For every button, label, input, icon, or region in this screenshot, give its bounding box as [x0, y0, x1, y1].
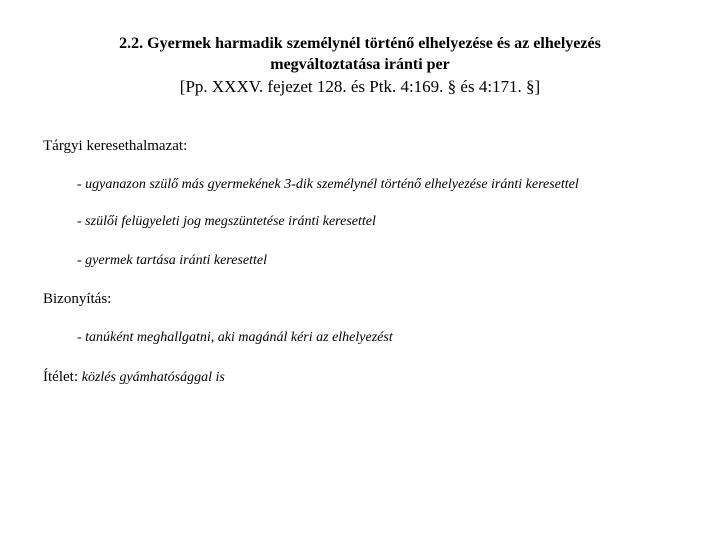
- verdict-value: közlés gyámhatósággal is: [81, 370, 225, 385]
- evidence-heading: Bizonyítás:: [43, 291, 112, 307]
- claim-item-3: [77, 252, 267, 270]
- verdict-line: [43, 368, 225, 387]
- claims-heading: Tárgyi keresethalmazat:: [43, 138, 188, 154]
- claim-item-text: szülői felügyeleti jog megszüntetése iránti keresettel: [85, 214, 376, 229]
- document-title: [60, 33, 660, 97]
- claim-item-2: [77, 213, 376, 231]
- title-line-1: 2.2. Gyermek harmadik személynél történő elhelyezése és az elhelyezés: [119, 35, 601, 52]
- evidence-item-text: tanúként meghallgatni, aki magánál kéri az elhelyezést: [85, 330, 393, 345]
- claim-item-text: gyermek tartása iránti keresettel: [85, 253, 267, 268]
- claim-item-text: ugyanazon szülő más gyermekének 3-dik személynél történő elhelyezése iránti keresettel: [85, 177, 579, 192]
- claim-item-1: [77, 176, 579, 194]
- bullet-dash: -: [77, 253, 82, 268]
- evidence-item-1: [77, 329, 393, 347]
- bullet-dash: -: [77, 214, 82, 229]
- bullet-dash: -: [77, 177, 82, 192]
- verdict-label: Ítélet:: [43, 369, 78, 385]
- bullet-dash: -: [77, 330, 82, 345]
- title-line-2: megváltoztatása iránti per: [270, 56, 450, 73]
- legal-reference: [Pp. XXXV. fejezet 128. és Ptk. 4:169. § és 4:171. §]: [179, 77, 541, 96]
